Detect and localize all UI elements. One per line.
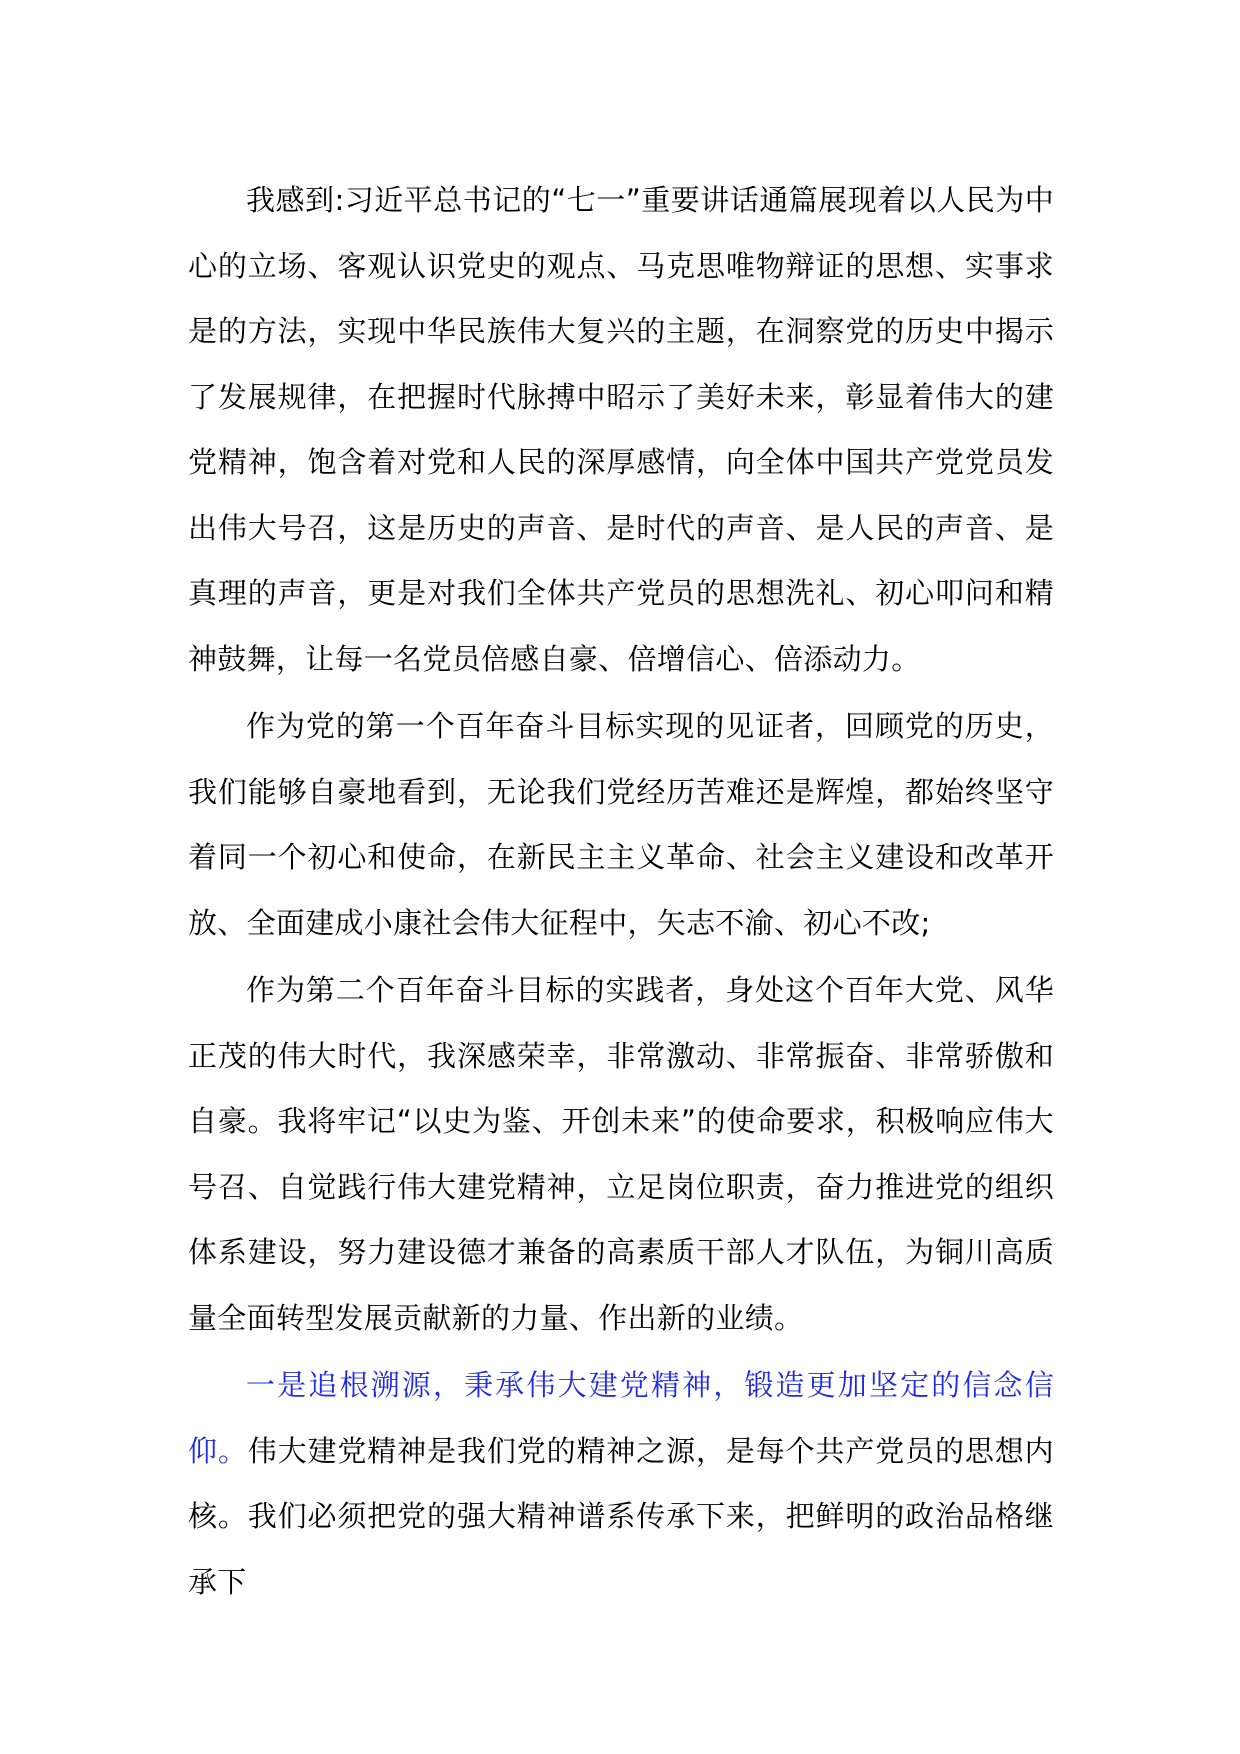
paragraph-4 — [188, 1353, 1054, 1615]
paragraph-3-text: 作为第二个百年奋斗目标的实践者，身处这个百年大党、风华正茂的伟大时代，我深感荣幸，非常激动、非常振奋、非常骄傲和自豪。我将牢记“以史为鉴、开创未来”的使命要求，积极响应伟大号召、自觉践行伟大建党精神，立足岗位职责，奋力推进党的组织体系建设，努力建设德才兼备的高素质干部人才队伍，为铜川高质量全面转型发展贡献新的力量、作出新的业绩。 — [188, 973, 1054, 1335]
paragraph-3 — [188, 958, 1054, 1351]
paragraph-1-text: 我感到:习近平总书记的“七一”重要讲话通篇展现着以人民为中心的立场、客观认识党史的观点、马克思唯物辩证的思想、实事求是的方法，实现中华民族伟大复兴的主题，在洞察党的历史中揭示了发展规律，在把握时代脉搏中昭示了美好未来，彰显着伟大的建党精神，饱含着对党和人民的深厚感情，向全体中国共产党党员发出伟大号召，这是历史的声音、是时代的声音、是人民的声音、是真理的声音，更是对我们全体共产党员的思想洗礼、初心叩问和精神鼓舞，让每一名党员倍感自豪、倍增信心、倍添动力。 — [188, 183, 1054, 676]
paragraph-4-text: 伟大建党精神是我们党的精神之源，是每个共产党员的思想内核。我们必须把党的强大精神谱系传承下来，把鲜明的政治品格继承下 — [188, 1433, 1054, 1599]
document-page — [188, 168, 1054, 1615]
paragraph-1 — [188, 168, 1054, 692]
paragraph-2-text: 作为党的第一个百年奋斗目标实现的见证者，回顾党的历史，我们能够自豪地看到，无论我们党经历苦难还是辉煌，都始终坚守着同一个初心和使命，在新民主主义革命、社会主义建设和改革开放、全面建成小康社会伟大征程中，矢志不渝、初心不改; — [188, 709, 1054, 940]
paragraph-2 — [188, 694, 1054, 956]
section-heading-highlight: 一是追根溯源，秉承伟大建党精神，锻造更加坚定的信念信仰。 — [188, 1368, 1054, 1468]
